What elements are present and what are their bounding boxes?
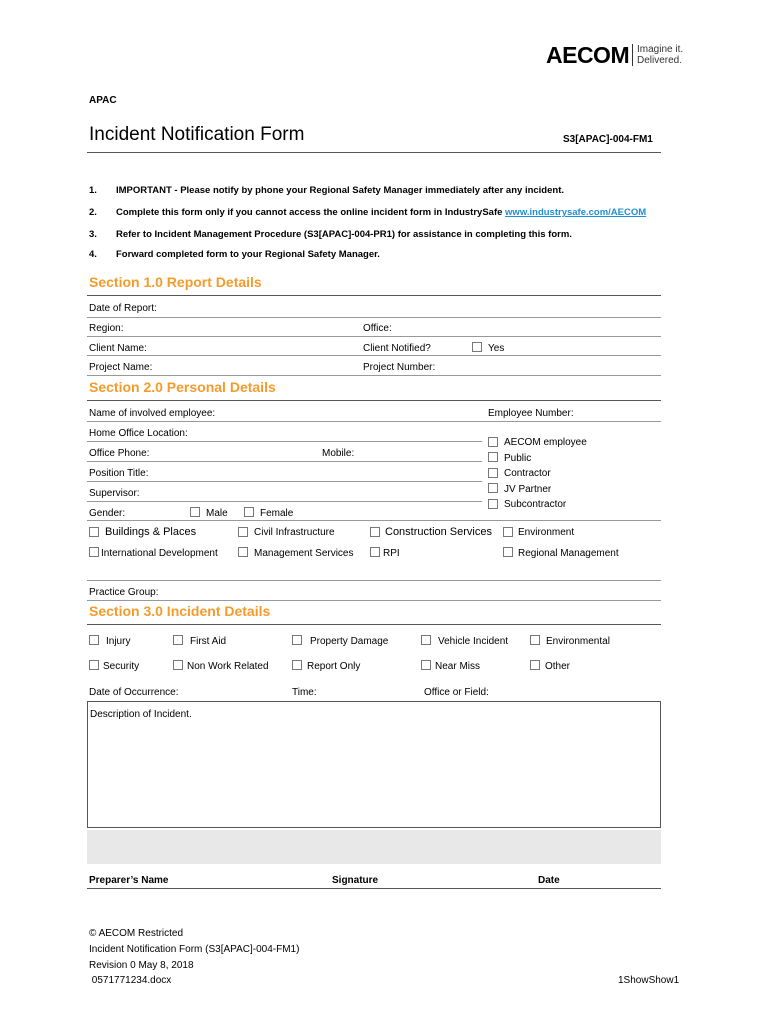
near-miss-checkbox[interactable]: [421, 660, 431, 670]
logo-wordmark: AECOM: [546, 42, 630, 68]
vehicle-incident-checkbox[interactable]: [421, 635, 431, 645]
row-rule: [87, 461, 482, 462]
title-rule: [87, 152, 661, 153]
section-1-title: Section 1.0 Report Details: [89, 274, 262, 290]
office-field-label: Office:: [363, 323, 392, 334]
female-label: Female: [260, 508, 294, 519]
section-3-rule: [87, 624, 661, 625]
buildings-places-checkbox[interactable]: [89, 527, 99, 537]
injury-label: Injury: [106, 636, 131, 647]
mobile-label: Mobile:: [322, 448, 355, 459]
jv-partner-checkbox[interactable]: [488, 483, 498, 493]
environment-checkbox[interactable]: [503, 527, 513, 537]
first-aid-label: First Aid: [190, 636, 227, 647]
aecom-employee-checkbox[interactable]: [488, 437, 498, 447]
subcontractor-checkbox[interactable]: [488, 499, 498, 509]
international-development-checkbox[interactable]: [89, 547, 99, 557]
security-label: Security: [103, 661, 140, 672]
buildings-places-label: Buildings & Places: [105, 526, 197, 538]
civil-infrastructure-label: Civil Infrastructure: [254, 527, 335, 538]
row-rule: [87, 441, 482, 442]
footer-restricted: © AECOM Restricted: [89, 928, 184, 939]
footer-page: 1ShowShow1: [618, 975, 680, 986]
management-services-label: Management Services: [254, 548, 354, 559]
regional-management-checkbox[interactable]: [503, 547, 513, 557]
construction-services-label: Construction Services: [385, 526, 492, 538]
other-label: Other: [545, 661, 571, 672]
footer-file: 0571771234.docx: [89, 975, 172, 986]
instruction-2-num: 2.: [89, 207, 97, 218]
row-rule: [87, 600, 661, 601]
instruction-1-num: 1.: [89, 185, 97, 196]
row-rule: [87, 481, 482, 482]
rpi-checkbox[interactable]: [370, 547, 380, 557]
regional-management-label: Regional Management: [518, 548, 619, 559]
project-name-label: Project Name:: [89, 362, 153, 373]
instruction-2: Complete this form only if you cannot access the online incident form in IndustrySafe www.industrysafe.com/AECOM: [116, 207, 647, 218]
gender-label: Gender:: [89, 508, 126, 519]
description-label: Description of Incident.: [90, 709, 192, 720]
public-label: Public: [504, 453, 532, 464]
contractor-label: Contractor: [504, 468, 551, 479]
supervisor-label: Supervisor:: [89, 488, 140, 499]
aecom-logo: [546, 42, 629, 69]
report-only-checkbox[interactable]: [292, 660, 302, 670]
environmental-checkbox[interactable]: [530, 635, 540, 645]
environmental-label: Environmental: [546, 636, 610, 647]
time-label: Time:: [292, 687, 317, 698]
signoff-rule: [87, 888, 661, 889]
female-checkbox[interactable]: [244, 507, 254, 517]
report-only-label: Report Only: [307, 661, 361, 672]
public-checkbox[interactable]: [488, 452, 498, 462]
non-work-related-checkbox[interactable]: [173, 660, 183, 670]
office-phone-label: Office Phone:: [89, 448, 150, 459]
form-code: S3[APAC]-004-FM1: [563, 134, 653, 145]
subcontractor-label: Subcontractor: [504, 499, 567, 510]
jv-partner-label: JV Partner: [504, 484, 552, 495]
contractor-checkbox[interactable]: [488, 468, 498, 478]
management-services-checkbox[interactable]: [238, 547, 248, 557]
male-label: Male: [206, 508, 228, 519]
section-2-rule: [87, 400, 661, 401]
signoff-gray-band: [87, 830, 661, 864]
logo-tagline: Imagine it. Delivered.: [637, 44, 684, 66]
civil-infrastructure-checkbox[interactable]: [238, 527, 248, 537]
instruction-4: Forward completed form to your Regional Safety Manager.: [116, 249, 380, 260]
non-work-related-label: Non Work Related: [187, 661, 269, 672]
logo-divider: [632, 44, 633, 66]
position-title-label: Position Title:: [89, 468, 149, 479]
security-checkbox[interactable]: [89, 660, 99, 670]
section-1-rule: [87, 295, 661, 296]
client-notified-checkbox[interactable]: [472, 342, 482, 352]
client-notified-label: Client Notified?: [363, 343, 431, 354]
international-development-label: International Development: [101, 548, 218, 559]
description-box[interactable]: [87, 701, 661, 828]
row-rule: [87, 317, 661, 318]
row-rule: [87, 336, 661, 337]
row-rule: [87, 501, 482, 502]
row-rule: [87, 355, 661, 356]
instruction-1: IMPORTANT - Please notify by phone your Regional Safety Manager immediately after any incident.: [116, 185, 564, 196]
environment-label: Environment: [518, 527, 575, 538]
near-miss-label: Near Miss: [435, 661, 481, 672]
home-office-label: Home Office Location:: [89, 428, 188, 439]
date-of-report-label: Date of Report:: [89, 303, 157, 314]
aecom-employee-label: AECOM employee: [504, 437, 587, 448]
project-number-label: Project Number:: [363, 362, 436, 373]
yes-label: Yes: [488, 343, 505, 354]
region-label: APAC: [89, 95, 117, 106]
other-checkbox[interactable]: [530, 660, 540, 670]
property-damage-checkbox[interactable]: [292, 635, 302, 645]
instruction-3-num: 3.: [89, 229, 97, 240]
row-rule: [87, 375, 661, 376]
industrysafe-link[interactable]: www.industrysafe.com/AECOM: [505, 207, 647, 218]
rpi-label: RPI: [383, 548, 400, 559]
instruction-4-num: 4.: [89, 249, 97, 260]
preparer-name-label: Preparer’s Name: [89, 875, 169, 886]
first-aid-checkbox[interactable]: [173, 635, 183, 645]
property-damage-label: Property Damage: [310, 636, 389, 647]
employee-number-label: Employee Number:: [488, 408, 574, 419]
date-label: Date: [538, 875, 560, 886]
client-name-label: Client Name:: [89, 343, 147, 354]
injury-checkbox[interactable]: [89, 635, 99, 645]
male-checkbox[interactable]: [190, 507, 200, 517]
row-rule: [87, 520, 661, 521]
footer-revision: Revision 0 May 8, 2018: [89, 960, 194, 971]
involved-employee-label: Name of involved employee:: [89, 408, 216, 419]
section-3-title: Section 3.0 Incident Details: [89, 603, 271, 619]
section-2-title: Section 2.0 Personal Details: [89, 379, 276, 395]
office-or-field-label: Office or Field:: [424, 687, 489, 698]
region-field-label: Region:: [89, 323, 124, 334]
page-title: Incident Notification Form: [89, 124, 305, 145]
instruction-3: Refer to Incident Management Procedure (S3[APAC]-004-PR1) for assistance in completing this form.: [116, 229, 572, 240]
footer-doc-name: Incident Notification Form (S3[APAC]-004-FM1): [89, 944, 300, 955]
practice-group-label: Practice Group:: [89, 587, 159, 598]
row-rule: [87, 580, 661, 581]
date-of-occurrence-label: Date of Occurrence:: [89, 687, 179, 698]
construction-services-checkbox[interactable]: [370, 527, 380, 537]
signature-label: Signature: [332, 875, 379, 886]
row-rule: [87, 421, 661, 422]
vehicle-incident-label: Vehicle Incident: [438, 636, 509, 647]
